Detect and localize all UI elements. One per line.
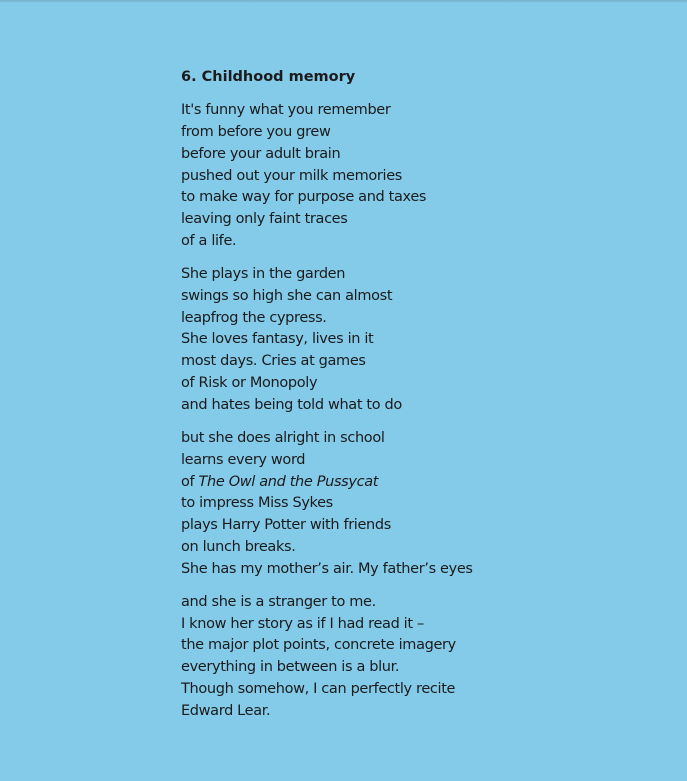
poem-line: leaving only faint traces [181,211,348,228]
poem-line: learns every word [181,451,306,468]
book-title-italic: The Owl and the Pussycat [198,473,379,490]
stanza-2 [181,264,611,417]
poem-line: It's funny what you remember [181,102,391,118]
poem-line: pushed out your milk memories [181,167,402,184]
poem-line: leapfrog the cypress. [181,309,327,326]
poem-line: swings so high she can almost [181,287,393,304]
poem-line: the major plot points, concrete imagery [181,637,456,654]
poem-line: but she does alright in school [181,429,385,446]
poem-title: 6. Childhood memory [181,69,356,85]
poem-line-prefix: of [181,473,199,490]
poem-line: and hates being told what to do [181,396,402,413]
poem-line: plays Harry Potter with friends [181,517,391,534]
poem-line: of Risk or Monopoly [181,375,318,392]
poem-line: She loves fantasy, lives in it [181,331,374,348]
poem-line: I know her story as if I had read it – [181,615,424,632]
stanza-3 [181,428,611,581]
page-top-shadow [0,0,687,3]
poem [181,66,611,734]
stanza-4 [181,592,611,723]
poem-line: to impress Miss Sykes [181,495,333,512]
poem-line: She plays in the garden [181,265,346,282]
poem-line: of a life. [181,233,237,250]
poem-line-with-title [181,472,611,494]
poem-line: Though somehow, I can perfectly recite [181,681,456,698]
poem-line: from before you grew [181,123,331,140]
poem-line: everything in between is a blur. [181,659,400,676]
poem-line: before your adult brain [181,145,341,162]
poem-line: and she is a stranger to me. [181,593,376,610]
poem-line: most days. Cries at games [181,353,366,370]
stanza-1 [181,100,611,253]
poem-line: Edward Lear. [181,702,271,719]
poem-line: She has my mother’s air. My father’s eyes [181,560,473,577]
poem-line: to make way for purpose and taxes [181,189,427,206]
poem-line: on lunch breaks. [181,539,296,556]
